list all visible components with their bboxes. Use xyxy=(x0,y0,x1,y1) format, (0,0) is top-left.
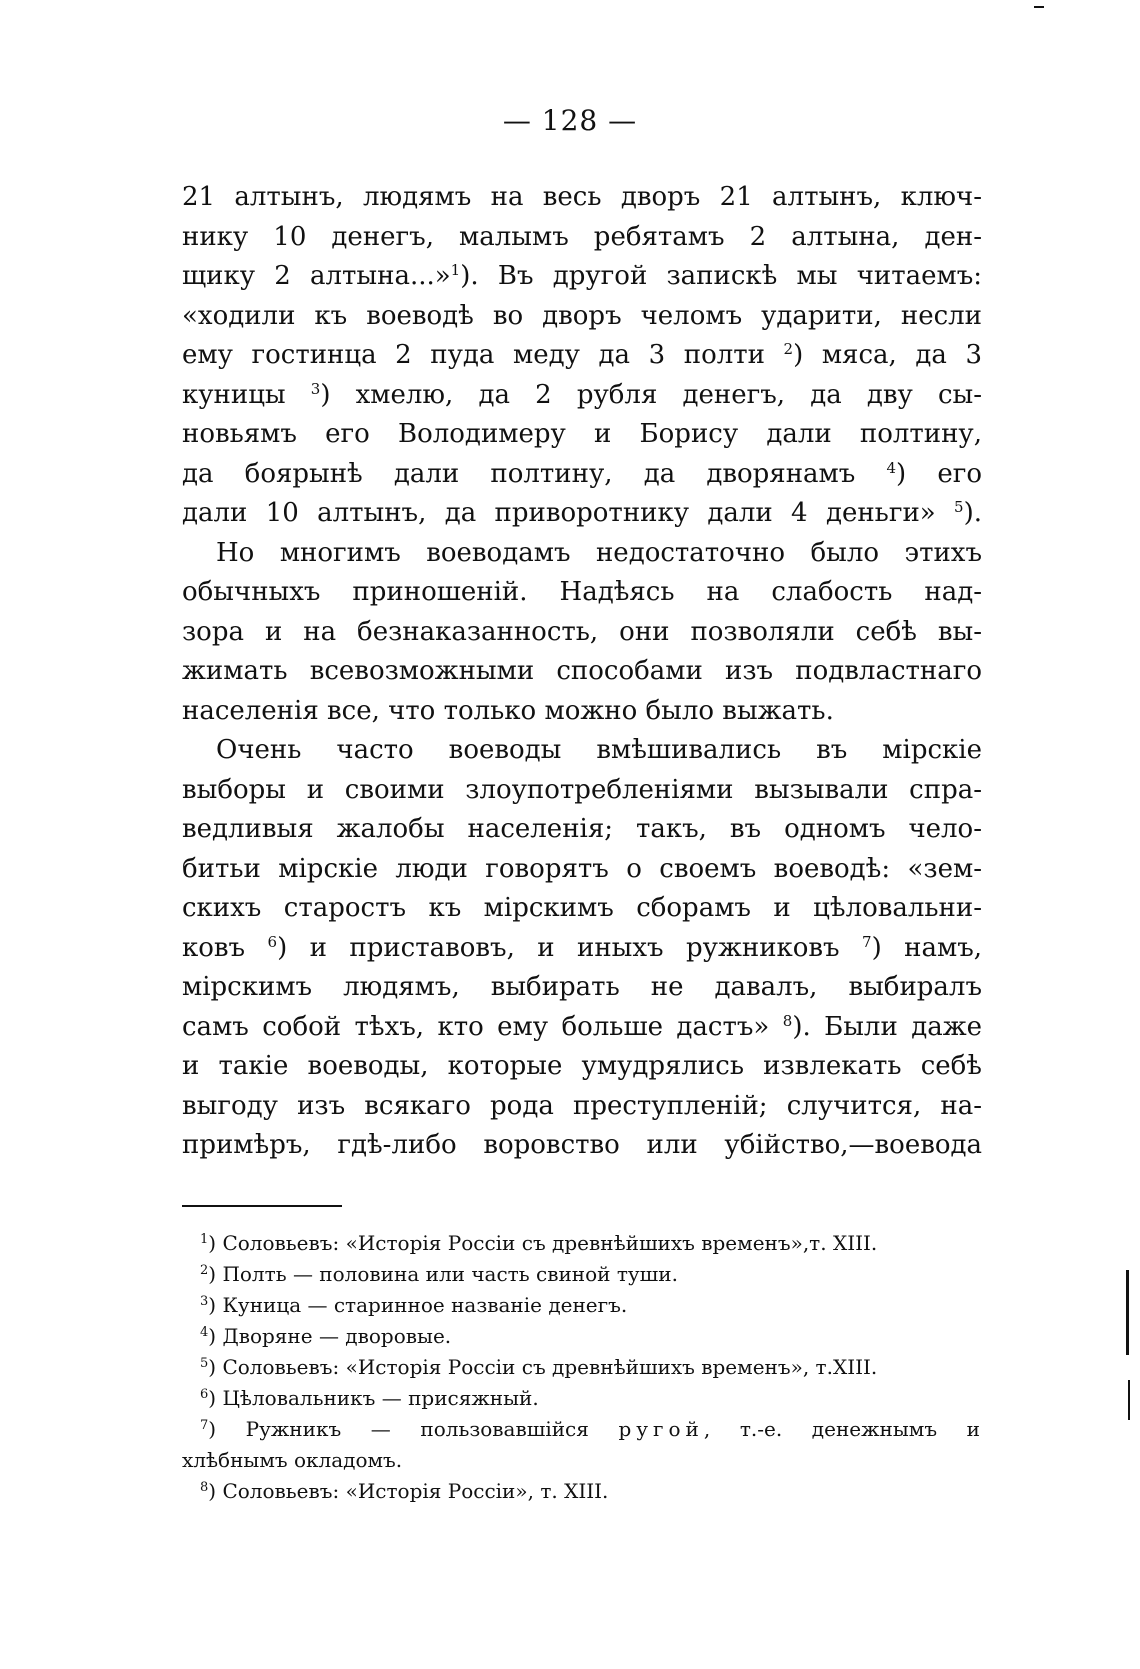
footnote: $^6$) Цѣловальникъ — присяжный. xyxy=(200,1386,539,1410)
text-line: ему гостинца 2 пуда меду да 3 полти $^2$) мяса, да 3 xyxy=(182,340,982,370)
footnote-ref[interactable]: 1 xyxy=(450,261,461,279)
footnote: $^1$) Соловьевъ: «Исторія Россіи съ древнѣйшихъ временъ»,т. XIII. xyxy=(200,1231,878,1255)
page-number: — 128 — xyxy=(502,104,638,137)
text-line: новьямъ его Володимеру и Борису дали полтину, xyxy=(182,419,982,449)
text-line: скихъ старостъ къ мірскимъ сборамъ и цѣловальни- xyxy=(182,893,982,923)
text-line: примѣръ, гдѣ-либо воровство или убійство,—воевода xyxy=(182,1130,982,1160)
footnote-ref[interactable]: 4 xyxy=(886,458,897,477)
footnote: $^2$) Полть — половина или часть свиной туши. xyxy=(200,1262,678,1286)
text-line: мірскимъ людямъ, выбирать не давалъ, выбиралъ xyxy=(182,972,982,1002)
text-line: да боярынѣ дали полтину, да дворянамъ $^4$) его xyxy=(182,458,983,489)
text-line: населенія все, что только можно было выжать. xyxy=(182,695,834,726)
text-line: ведливыя жалобы населенія; такъ, въ одномъ чело- xyxy=(182,814,982,844)
footnote-ref[interactable]: 6 xyxy=(267,932,278,951)
text-line: Но многимъ воеводамъ недостаточно было этихъ xyxy=(216,537,982,568)
scan-edge-mark xyxy=(1128,1380,1130,1420)
footnote-ref[interactable]: 3 xyxy=(310,379,321,398)
text-line: нику 10 денегъ, малымъ ребятамъ 2 алтына, ден- xyxy=(182,221,982,252)
text-line: жимать всевозможными способами изъ подвластнаго xyxy=(182,656,982,686)
footnotes xyxy=(182,1228,980,1507)
text-line: 21 алтынъ, людямъ на весь дворъ 21 алтынъ, ключ- xyxy=(182,182,982,212)
footnote: $^5$) Соловьевъ: «Исторія Россіи съ древнѣйшихъ временъ», т.XIII. xyxy=(200,1355,878,1379)
text-line: и такіе воеводы, которые умудрялись извлекать себѣ xyxy=(182,1051,982,1081)
paragraph-2 xyxy=(182,534,982,732)
paragraph-3 xyxy=(182,731,982,1166)
text-line: куницы $^3$) хмелю, да 2 рубля денегъ, да дву сы- xyxy=(182,379,982,410)
main-text xyxy=(182,178,982,1166)
footnote-ref[interactable]: 5 xyxy=(954,498,964,516)
text-line: зора и на безнаказанность, они позволяли себѣ вы- xyxy=(182,616,982,647)
footnote-divider xyxy=(182,1205,342,1207)
footnote-ref[interactable]: 2 xyxy=(783,340,794,358)
text-line: дали 10 алтынъ, да приворотнику дали 4 деньги» $^5$). xyxy=(182,498,982,528)
text-line: выборы и своими злоупотребленіями вызывали спра- xyxy=(182,774,982,805)
text-line: обычныхъ приношеній. Надѣясь на слабость над- xyxy=(182,577,982,607)
footnote-continuation: хлѣбнымъ окладомъ. xyxy=(182,1448,403,1472)
paragraph-1 xyxy=(182,178,982,534)
text-line: щику 2 алтына...»$^1$). Въ другой запискѣ мы читаемъ: xyxy=(182,261,983,291)
footnote: $^3$) Куница — старинное названіе денегъ. xyxy=(200,1293,628,1317)
scan-edge-mark xyxy=(1126,1270,1129,1355)
text-line: самъ собой тѣхъ, кто ему больше дастъ» $^8$). Были даже xyxy=(182,1011,983,1042)
footnote: $^7$) Ружникъ — пользовавшійся ругой, т.-е. денежнымъ и xyxy=(200,1417,980,1441)
text-line: ковъ $^6$) и приставовъ, и иныхъ ружниковъ $^7$) намъ, xyxy=(182,932,983,963)
footnote: $^4$) Дворяне — дворовые. xyxy=(200,1324,452,1348)
footnote: $^8$) Соловьевъ: «Исторія Россіи», т. XIII. xyxy=(200,1479,609,1503)
scan-edge-mark xyxy=(1034,6,1044,8)
footnote-ref[interactable]: 7 xyxy=(862,932,872,951)
text-line: «ходили къ воеводѣ во дворъ челомъ ударити, несли xyxy=(182,300,982,331)
footnote-ref[interactable]: 8 xyxy=(782,1011,793,1030)
text-line: выгоду изъ всякаго рода преступленій; случится, на- xyxy=(182,1090,982,1121)
text-line: Очень часто воеводы вмѣшивались въ мірскіе xyxy=(216,735,982,765)
text-line: битьи мірскіе люди говорятъ о своемъ воеводѣ: «зем- xyxy=(182,853,982,884)
